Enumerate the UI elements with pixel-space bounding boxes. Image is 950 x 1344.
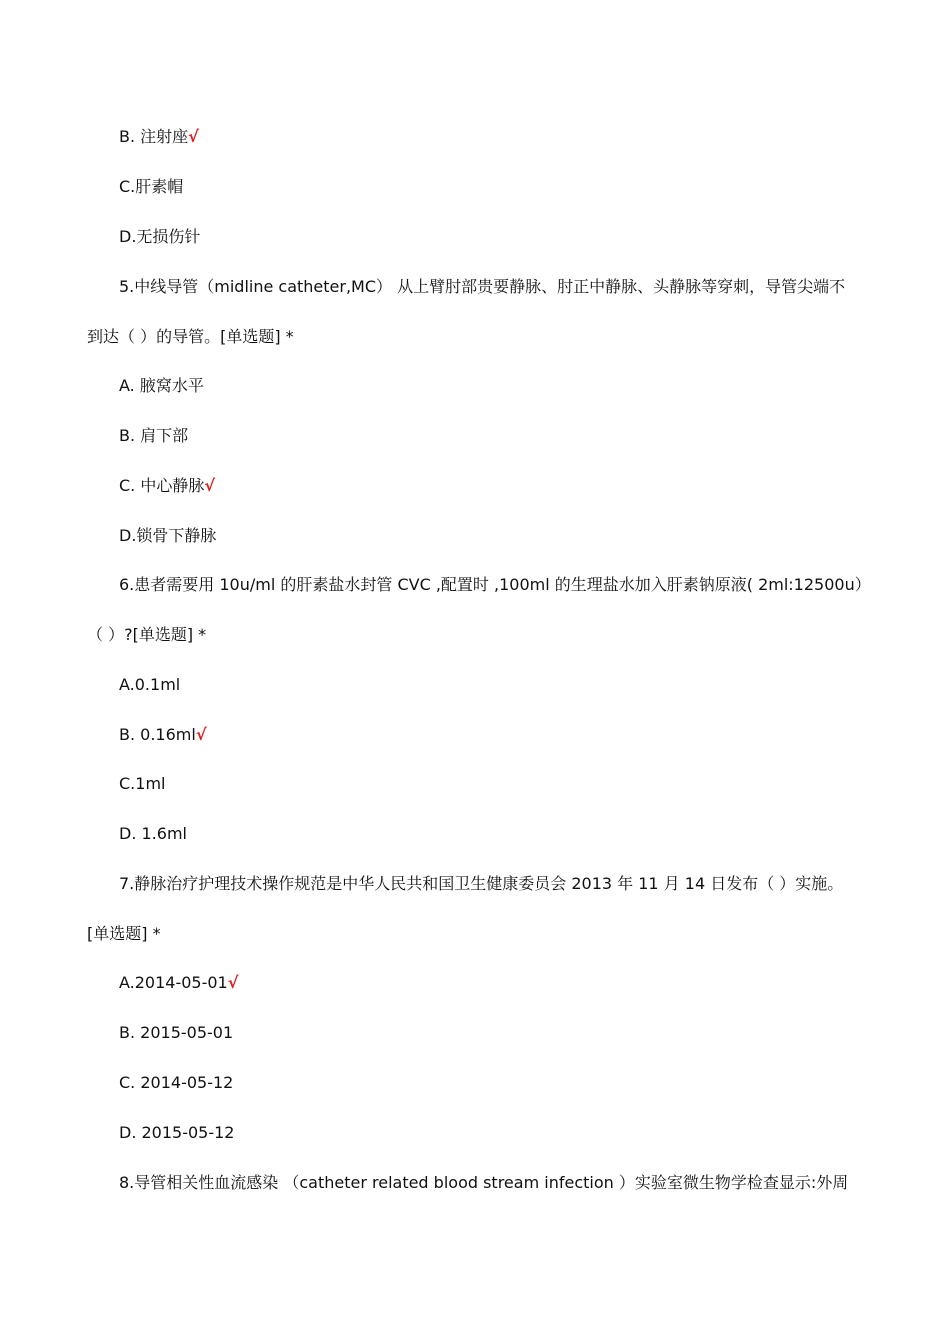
option-text: B. 2015-05-01 (119, 1023, 234, 1042)
question-6-text (119, 574, 871, 596)
option-text: D.锁骨下静脉 (119, 526, 217, 545)
question-8-text (119, 1172, 848, 1194)
question-7-text-continued (87, 923, 161, 945)
option-text: C.肝素帽 (119, 177, 184, 196)
option-text: D. 2015-05-12 (119, 1123, 235, 1142)
option-a-axillary-level (119, 375, 204, 397)
option-b-2015-05-01 (119, 1022, 233, 1044)
question-6-text-continued (87, 624, 206, 646)
correct-check-mark: √ (195, 725, 207, 744)
option-text: C.1ml (119, 774, 166, 793)
option-text: B. 注射座 (119, 127, 189, 146)
option-a-0-1ml (119, 674, 180, 696)
question-7-text (119, 873, 843, 895)
question-text: 到达（ ）的导管。[单选题] * (87, 327, 294, 346)
option-text: C. 2014-05-12 (119, 1073, 234, 1092)
option-d-1-6ml (119, 823, 187, 845)
option-b-0-16ml (119, 724, 206, 746)
option-b-injection-port (119, 126, 199, 148)
option-c-2014-05-12 (119, 1072, 233, 1094)
option-text: A.2014-05-01 (119, 973, 228, 992)
option-text: A.0.1ml (119, 675, 181, 694)
question-text: [单选题] * (87, 924, 161, 943)
option-text: A. 腋窝水平 (119, 376, 204, 395)
question-text: （ ）?[单选题] * (87, 625, 207, 644)
correct-check-mark: √ (204, 476, 216, 495)
correct-check-mark: √ (227, 973, 239, 992)
option-a-2014-05-01 (119, 972, 238, 994)
option-c-1ml (119, 773, 165, 795)
question-5-text (119, 276, 845, 298)
correct-check-mark: √ (188, 127, 199, 146)
option-text: D. 1.6ml (119, 824, 187, 843)
option-c-central-vein (119, 475, 215, 497)
option-text: B. 0.16ml (119, 725, 196, 744)
question-text: 8.导管相关性血流感染 （catheter related blood stream infection ）实验室微生物学检查显示:外周 (119, 1173, 849, 1192)
option-d-noncoring-needle (119, 226, 200, 248)
question-text: 6.患者需要用 10u/ml 的肝素盐水封管 CVC ,配置时 ,100ml 的生理盐水加入肝素钠原液( 2ml:12500u） (119, 575, 871, 594)
option-b-below-shoulder (119, 425, 188, 447)
question-text: 7.静脉治疗护理技术操作规范是中华人民共和国卫生健康委员会 2013 年 11 月 14 日发布（ ）实施。 (119, 874, 844, 893)
question-text: 5.中线导管（midline catheter,MC） 从上臂肘部贵要静脉、肘正中静脉、头静脉等穿刺，导管尖端不 (119, 277, 846, 296)
option-d-subclavian-vein (119, 525, 216, 547)
option-c-heparin-cap (119, 176, 183, 198)
option-text: B. 肩下部 (119, 426, 189, 445)
option-d-2015-05-12 (119, 1122, 234, 1144)
question-5-text-continued (87, 326, 294, 348)
option-text: D.无损伤针 (119, 227, 201, 246)
option-text: C. 中心静脉 (119, 476, 205, 495)
